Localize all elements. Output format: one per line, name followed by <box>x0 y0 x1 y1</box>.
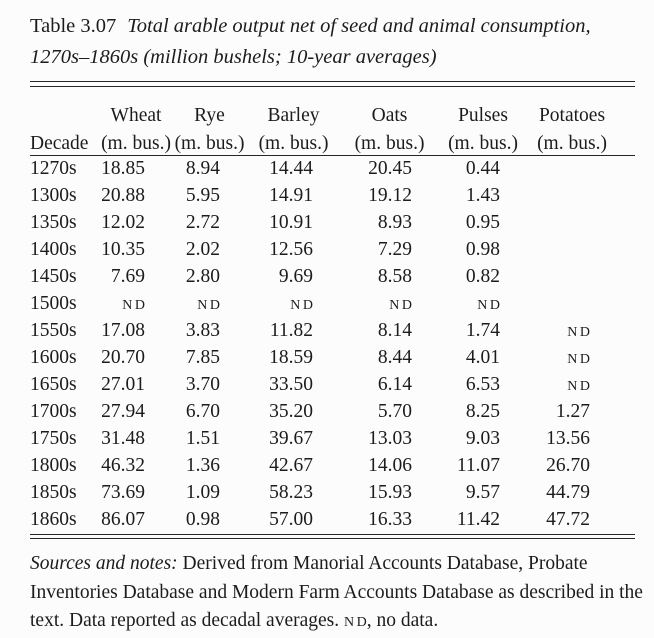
value-cell-barley: 58.23 <box>269 482 313 504</box>
table-row <box>30 399 635 426</box>
value-cell-oats: 7.29 <box>377 239 412 261</box>
decade-cell: 1300s <box>30 185 77 207</box>
nd-badge: ND <box>389 298 415 314</box>
value-cell-potatoes <box>527 210 617 237</box>
value-cell-potatoes: 26.70 <box>546 455 590 477</box>
decade-cell: 1350s <box>30 212 77 234</box>
row-spacer-cell <box>617 453 635 480</box>
value-cell-wheat: 17.08 <box>101 320 145 342</box>
table-row <box>30 507 635 534</box>
decade-cell: 1850s <box>30 482 77 504</box>
value-cell-rye: 1.09 <box>185 482 220 504</box>
value-cell-pulses: 1.74 <box>465 320 500 342</box>
value-cell-pulses: 11.07 <box>456 455 500 477</box>
value-cell-pulses: 0.82 <box>465 266 500 288</box>
value-cell-pulses: 9.57 <box>465 482 500 504</box>
column-header-wheat: Wheat <box>110 104 162 126</box>
decade-cell: 1270s <box>30 158 77 180</box>
value-cell-oats: 14.06 <box>368 455 412 477</box>
data-table <box>30 87 635 534</box>
value-cell-barley: 9.69 <box>278 266 313 288</box>
value-cell-rye: 6.70 <box>185 401 220 423</box>
value-cell-oats: 15.93 <box>368 482 412 504</box>
sources-note <box>30 550 652 638</box>
row-spacer-cell <box>617 264 635 291</box>
value-cell-barley: 42.67 <box>269 455 313 477</box>
value-cell-potatoes <box>527 237 617 264</box>
nd-badge: ND <box>567 325 593 341</box>
value-cell-oats: 20.45 <box>368 158 412 180</box>
value-cell-rye: 3.83 <box>185 320 220 342</box>
value-cell-wheat: 27.94 <box>101 401 145 423</box>
value-cell-pulses: 1.43 <box>465 185 500 207</box>
value-cell-barley: 14.44 <box>269 158 313 180</box>
decade-cell: 1700s <box>30 401 77 423</box>
table-row <box>30 155 635 183</box>
row-spacer-cell <box>617 480 635 507</box>
decade-cell: 1860s <box>30 509 77 531</box>
value-cell-potatoes: 44.79 <box>546 482 590 504</box>
row-spacer-cell <box>617 426 635 453</box>
table-row <box>30 237 635 264</box>
row-spacer-cell <box>617 372 635 399</box>
value-cell-pulses <box>439 291 527 318</box>
decade-cell: 1650s <box>30 374 77 396</box>
value-cell-rye: 3.70 <box>185 374 220 396</box>
table-caption-line1: Total arable output net of seed and animal consumption, <box>127 15 591 37</box>
value-cell-potatoes <box>527 264 617 291</box>
row-spacer-cell <box>617 318 635 345</box>
value-cell-oats: 8.44 <box>377 347 412 369</box>
value-cell-barley: 11.82 <box>269 320 313 342</box>
value-cell-pulses: 11.42 <box>456 509 500 531</box>
column-header-barley: Barley <box>267 104 320 126</box>
value-cell-potatoes <box>527 155 617 183</box>
value-cell-pulses: 0.44 <box>465 158 500 180</box>
value-cell-potatoes <box>527 345 617 372</box>
value-cell-pulses: 0.95 <box>465 212 500 234</box>
value-cell-barley: 35.20 <box>269 401 313 423</box>
header-corner-cell <box>30 87 100 127</box>
value-cell-oats: 6.14 <box>377 374 412 396</box>
header-spacer-cell <box>617 127 635 156</box>
value-cell-pulses: 4.01 <box>465 347 500 369</box>
value-cell-potatoes <box>527 318 617 345</box>
row-spacer-cell <box>617 345 635 372</box>
value-cell-wheat: 86.07 <box>101 509 145 531</box>
value-cell-pulses: 8.25 <box>465 401 500 423</box>
header-row-units <box>30 127 635 156</box>
nd-abbreviation: ND <box>344 615 370 631</box>
column-unit-potatoes: (m. bus.) <box>527 127 617 156</box>
column-unit-wheat: (m. bus.) <box>100 127 172 156</box>
sources-note-tail: , no data. <box>366 610 439 632</box>
column-unit-pulses: (m. bus.) <box>439 127 527 156</box>
row-spacer-cell <box>617 210 635 237</box>
value-cell-barley: 39.67 <box>269 428 313 450</box>
value-cell-barley: 14.91 <box>269 185 313 207</box>
value-cell-wheat: 20.70 <box>101 347 145 369</box>
row-spacer-cell <box>617 237 635 264</box>
value-cell-rye: 2.72 <box>185 212 220 234</box>
value-cell-rye: 7.85 <box>185 347 220 369</box>
value-cell-oats: 5.70 <box>377 401 412 423</box>
decade-cell: 1500s <box>30 293 77 315</box>
sources-note-lead: Sources and notes: <box>30 553 178 575</box>
value-cell-pulses: 6.53 <box>465 374 500 396</box>
value-cell-barley: 18.59 <box>269 347 313 369</box>
header-spacer-cell <box>617 87 635 127</box>
value-cell-oats: 16.33 <box>368 509 412 531</box>
decade-cell: 1550s <box>30 320 77 342</box>
decade-cell: 1800s <box>30 455 77 477</box>
column-unit-oats: (m. bus.) <box>340 127 439 156</box>
column-unit-barley: (m. bus.) <box>247 127 340 156</box>
nd-badge: ND <box>567 379 593 395</box>
value-cell-oats <box>340 291 439 318</box>
table-header <box>30 87 635 156</box>
value-cell-potatoes: 13.56 <box>546 428 590 450</box>
table-row <box>30 318 635 345</box>
value-cell-potatoes <box>527 372 617 399</box>
table-body <box>30 155 635 534</box>
nd-badge: ND <box>197 298 223 314</box>
value-cell-oats: 8.58 <box>377 266 412 288</box>
table-row <box>30 372 635 399</box>
value-cell-wheat: 46.32 <box>101 455 145 477</box>
table-row <box>30 345 635 372</box>
value-cell-wheat: 20.88 <box>101 185 145 207</box>
column-unit-rye: (m. bus.) <box>172 127 247 156</box>
row-spacer-cell <box>617 291 635 318</box>
value-cell-potatoes: 1.27 <box>555 401 590 423</box>
value-cell-oats: 13.03 <box>368 428 412 450</box>
table-bottom-rule <box>30 534 635 540</box>
decade-cell: 1400s <box>30 239 77 261</box>
table-row <box>30 453 635 480</box>
value-cell-rye <box>172 291 247 318</box>
value-cell-barley: 12.56 <box>269 239 313 261</box>
value-cell-rye: 8.94 <box>185 158 220 180</box>
nd-badge: ND <box>122 298 148 314</box>
value-cell-wheat: 31.48 <box>101 428 145 450</box>
value-cell-barley: 10.91 <box>269 212 313 234</box>
header-row-crops <box>30 87 635 127</box>
row-spacer-cell <box>617 183 635 210</box>
decade-cell: 1750s <box>30 428 77 450</box>
value-cell-oats: 8.14 <box>377 320 412 342</box>
sources-note-body: Derived from Manorial Accounts Database, Probate Inventories Database and Modern Farm Accounts Database as described in the text. Data reported as decadal averages. <box>30 553 643 632</box>
value-cell-wheat <box>100 291 172 318</box>
nd-badge: ND <box>567 352 593 368</box>
table-row <box>30 183 635 210</box>
value-cell-wheat: 27.01 <box>101 374 145 396</box>
value-cell-barley: 33.50 <box>269 374 313 396</box>
value-cell-wheat: 12.02 <box>101 212 145 234</box>
value-cell-rye: 5.95 <box>185 185 220 207</box>
column-header-decade: Decade <box>30 127 100 156</box>
column-header-rye: Rye <box>194 104 225 126</box>
value-cell-wheat: 10.35 <box>101 239 145 261</box>
value-cell-rye: 2.80 <box>185 266 220 288</box>
table-caption-line2: 1270s–1860s (million bushels; 10-year averages) <box>30 46 437 68</box>
value-cell-potatoes: 47.72 <box>546 509 590 531</box>
table-row <box>30 264 635 291</box>
value-cell-rye: 1.36 <box>185 455 220 477</box>
value-cell-potatoes <box>527 291 617 318</box>
table-row <box>30 426 635 453</box>
value-cell-pulses: 0.98 <box>465 239 500 261</box>
value-cell-rye: 1.51 <box>185 428 220 450</box>
nd-badge: ND <box>290 298 316 314</box>
row-spacer-cell <box>617 507 635 534</box>
table-title <box>30 11 646 73</box>
value-cell-wheat: 73.69 <box>101 482 145 504</box>
column-header-pulses: Pulses <box>458 104 508 126</box>
table-number: Table 3.07 <box>30 15 117 37</box>
decade-cell: 1450s <box>30 266 77 288</box>
table-row <box>30 291 635 318</box>
column-header-potatoes: Potatoes <box>538 104 606 126</box>
value-cell-pulses: 9.03 <box>465 428 500 450</box>
value-cell-oats: 8.93 <box>377 212 412 234</box>
row-spacer-cell <box>617 399 635 426</box>
value-cell-barley: 57.00 <box>269 509 313 531</box>
table-row <box>30 210 635 237</box>
table-row <box>30 480 635 507</box>
column-header-oats: Oats <box>371 104 408 126</box>
row-spacer-cell <box>617 155 635 183</box>
value-cell-potatoes <box>527 183 617 210</box>
value-cell-wheat: 7.69 <box>110 266 145 288</box>
nd-badge: ND <box>477 298 503 314</box>
value-cell-rye: 2.02 <box>185 239 220 261</box>
value-cell-wheat: 18.85 <box>101 158 145 180</box>
value-cell-barley <box>247 291 340 318</box>
value-cell-oats: 19.12 <box>368 185 412 207</box>
value-cell-rye: 0.98 <box>185 509 220 531</box>
decade-cell: 1600s <box>30 347 77 369</box>
